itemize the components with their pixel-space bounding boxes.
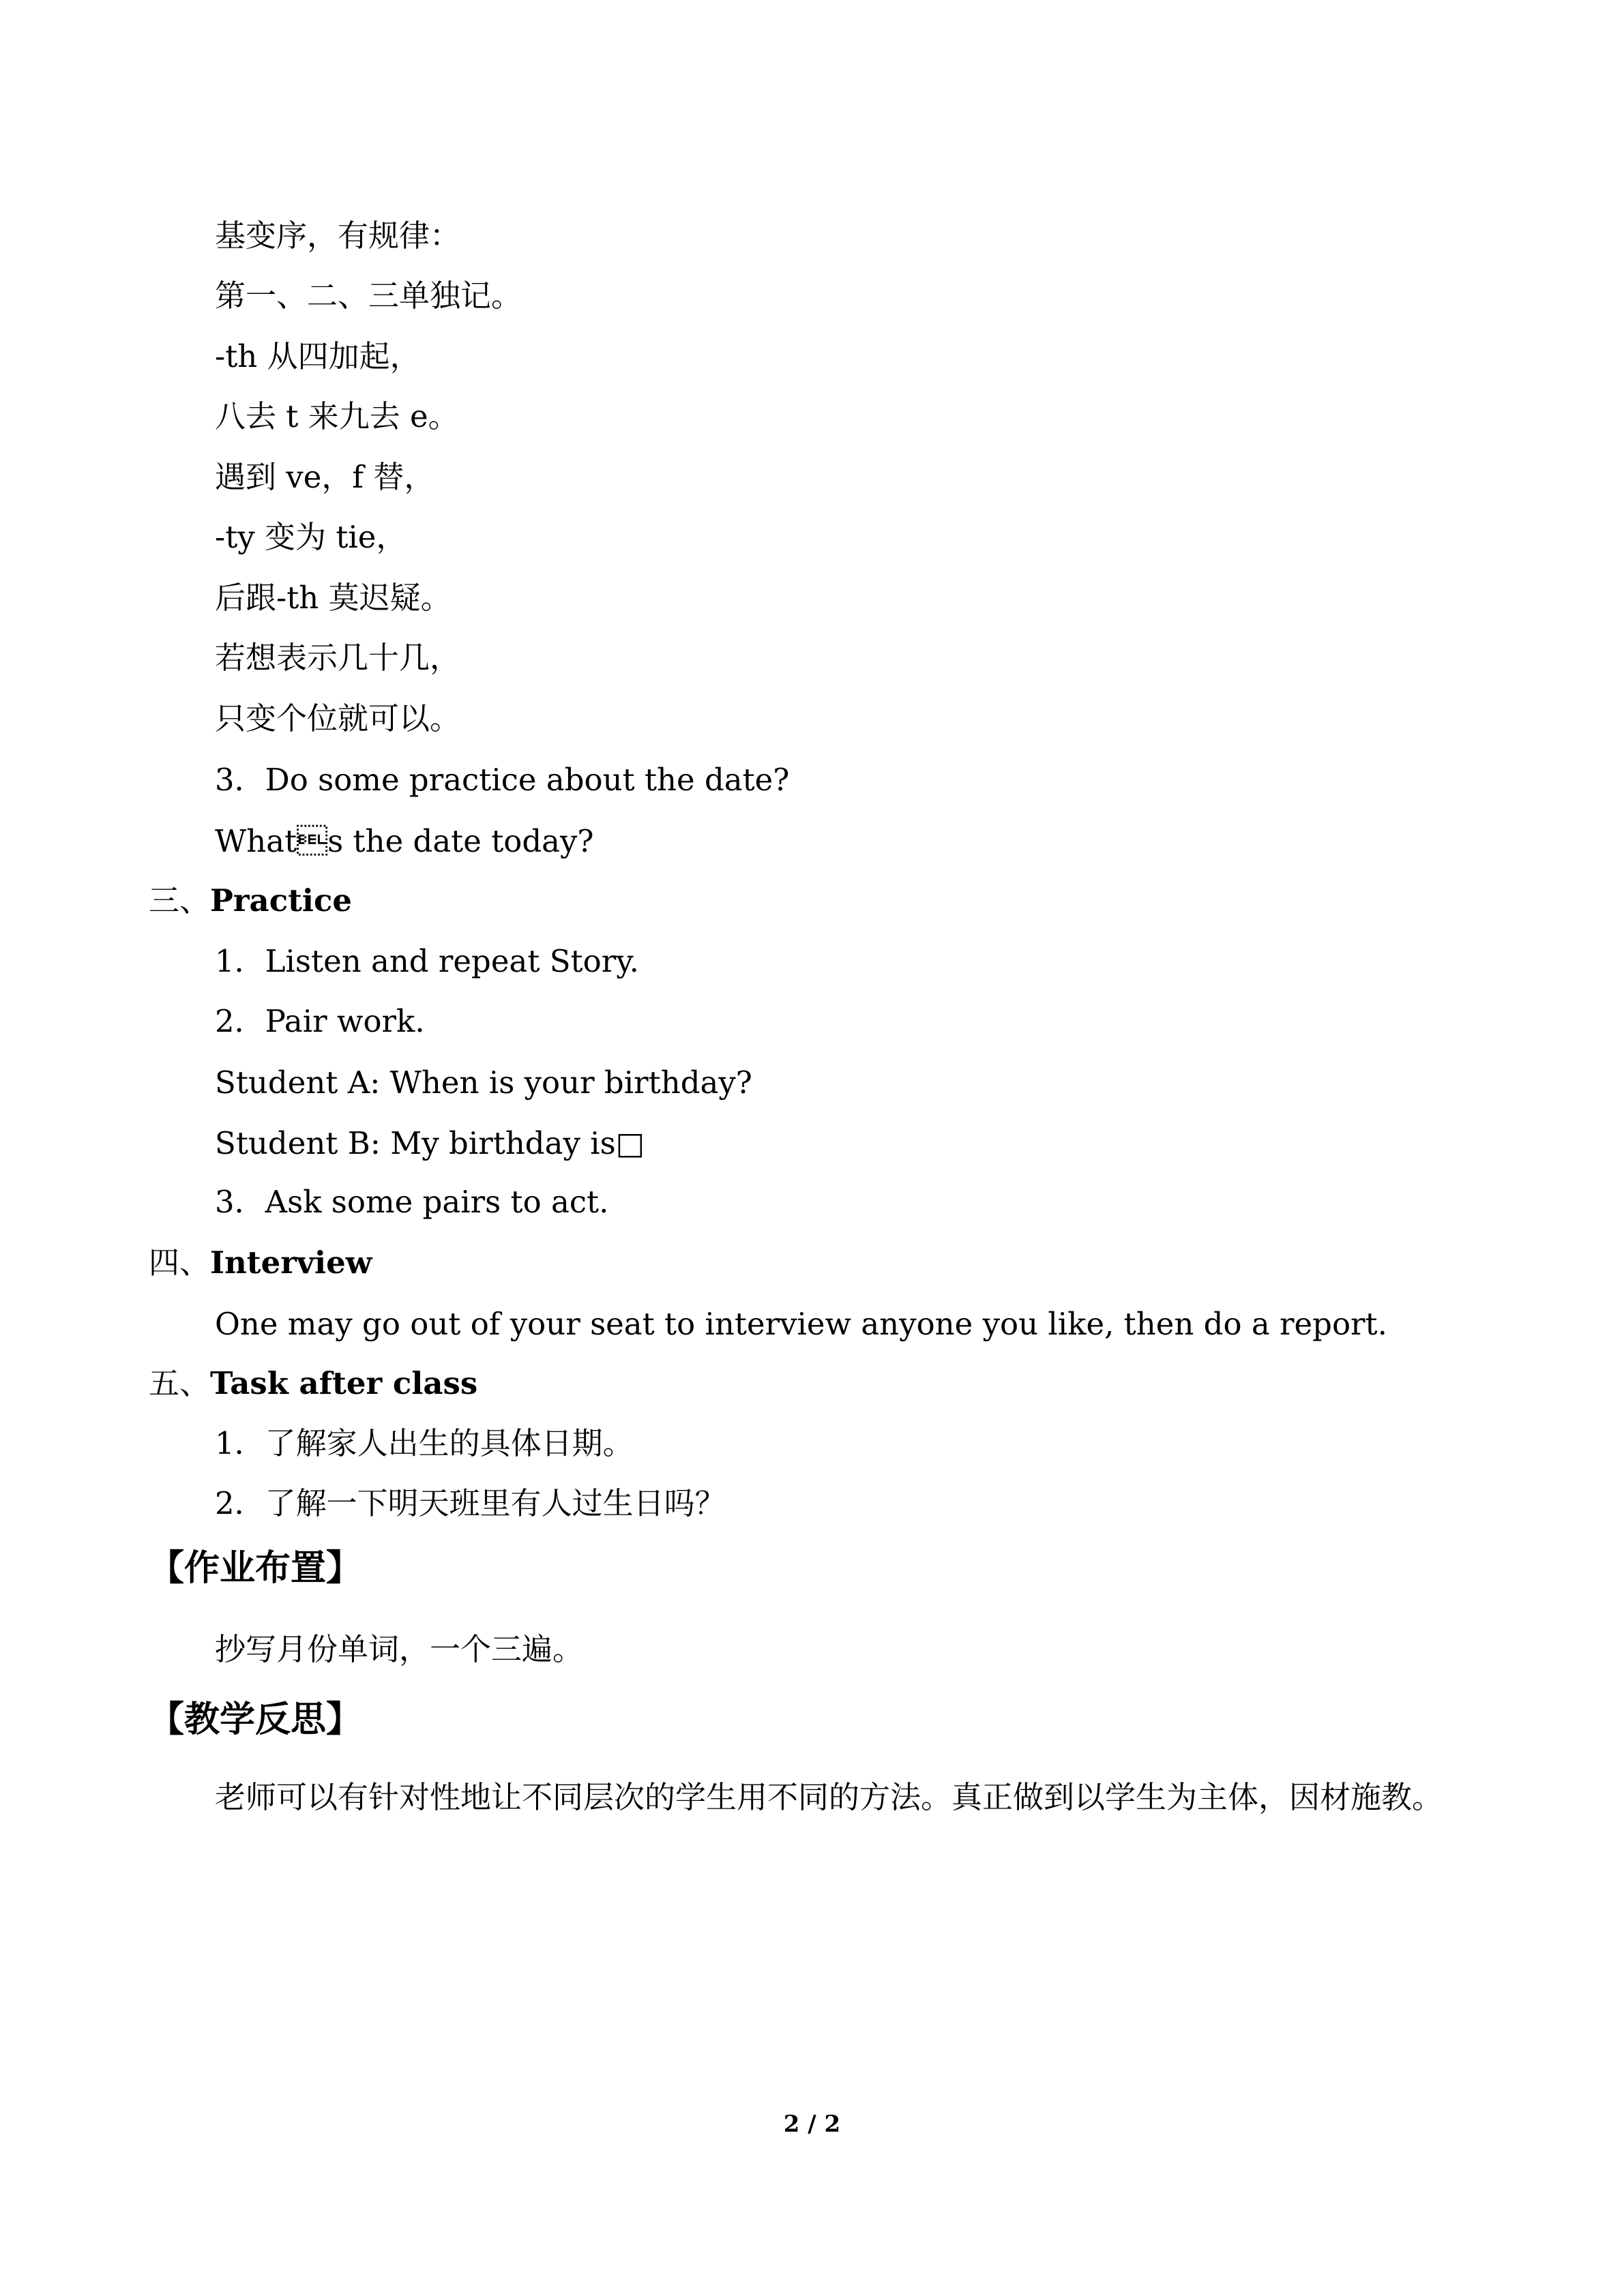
mnemonic-line-7: 后跟-th 莫迟疑。 bbox=[215, 580, 452, 616]
interview-heading-title: Interview bbox=[210, 1244, 372, 1281]
task-heading-title: Task after class bbox=[210, 1365, 478, 1401]
practice-item-1: 1．Listen and repeat Story. bbox=[215, 943, 639, 979]
mnemonic-line-4: 八去 t 来九去 e。 bbox=[215, 398, 459, 434]
reflection-title: 【教学反思】 bbox=[149, 1699, 362, 1740]
practice-item-3: 3．Ask some pairs to act. bbox=[215, 1184, 609, 1220]
dialog-student-b: Student B: My birthday is□ bbox=[215, 1125, 645, 1161]
mnemonic-line-6: -ty 变为 tie， bbox=[215, 519, 407, 555]
task-item-1: 1．了解家人出生的具体日期。 bbox=[215, 1425, 634, 1461]
page-number: 2 / 2 bbox=[783, 2111, 841, 2138]
practice-heading-number: 三、 bbox=[149, 882, 211, 919]
practice-heading-title: Practice bbox=[210, 882, 353, 919]
mnemonic-line-2: 第一、二、三单独记。 bbox=[215, 278, 522, 314]
interview-heading-number: 四、 bbox=[149, 1244, 211, 1281]
mnemonic-line-9: 只变个位就可以。 bbox=[215, 700, 461, 736]
mnemonic-line-3: -th 从四加起， bbox=[215, 338, 421, 374]
task-heading bbox=[149, 1363, 477, 1404]
task-heading-number: 五、 bbox=[149, 1365, 211, 1401]
homework-title: 【作业布置】 bbox=[149, 1548, 362, 1589]
interview-text: One may go out of your seat to interview anyone you like, then do a report. bbox=[215, 1306, 1387, 1342]
mnemonic-line-8: 若想表示几十几， bbox=[215, 640, 461, 676]
date-practice-question: Whats the date today? bbox=[215, 823, 594, 859]
interview-heading bbox=[149, 1242, 372, 1283]
practice-item-2: 2．Pair work. bbox=[215, 1003, 425, 1039]
homework-text: 抄写月份单词，一个三遍。 bbox=[215, 1631, 584, 1667]
mnemonic-line-5: 遇到 ve，f 替， bbox=[215, 459, 435, 495]
mnemonic-line-1: 基变序，有规律： bbox=[215, 218, 461, 254]
task-item-2: 2．了解一下明天班里有人过生日吗？ bbox=[215, 1485, 726, 1521]
practice-heading bbox=[149, 880, 352, 921]
dialog-student-a: Student A: When is your birthday? bbox=[215, 1064, 752, 1101]
date-practice-item: 3．Do some practice about the date? bbox=[215, 762, 790, 798]
reflection-text: 老师可以有针对性地让不同层次的学生用不同的方法。真正做到以学生为主体，因材施教。 bbox=[215, 1779, 1443, 1815]
